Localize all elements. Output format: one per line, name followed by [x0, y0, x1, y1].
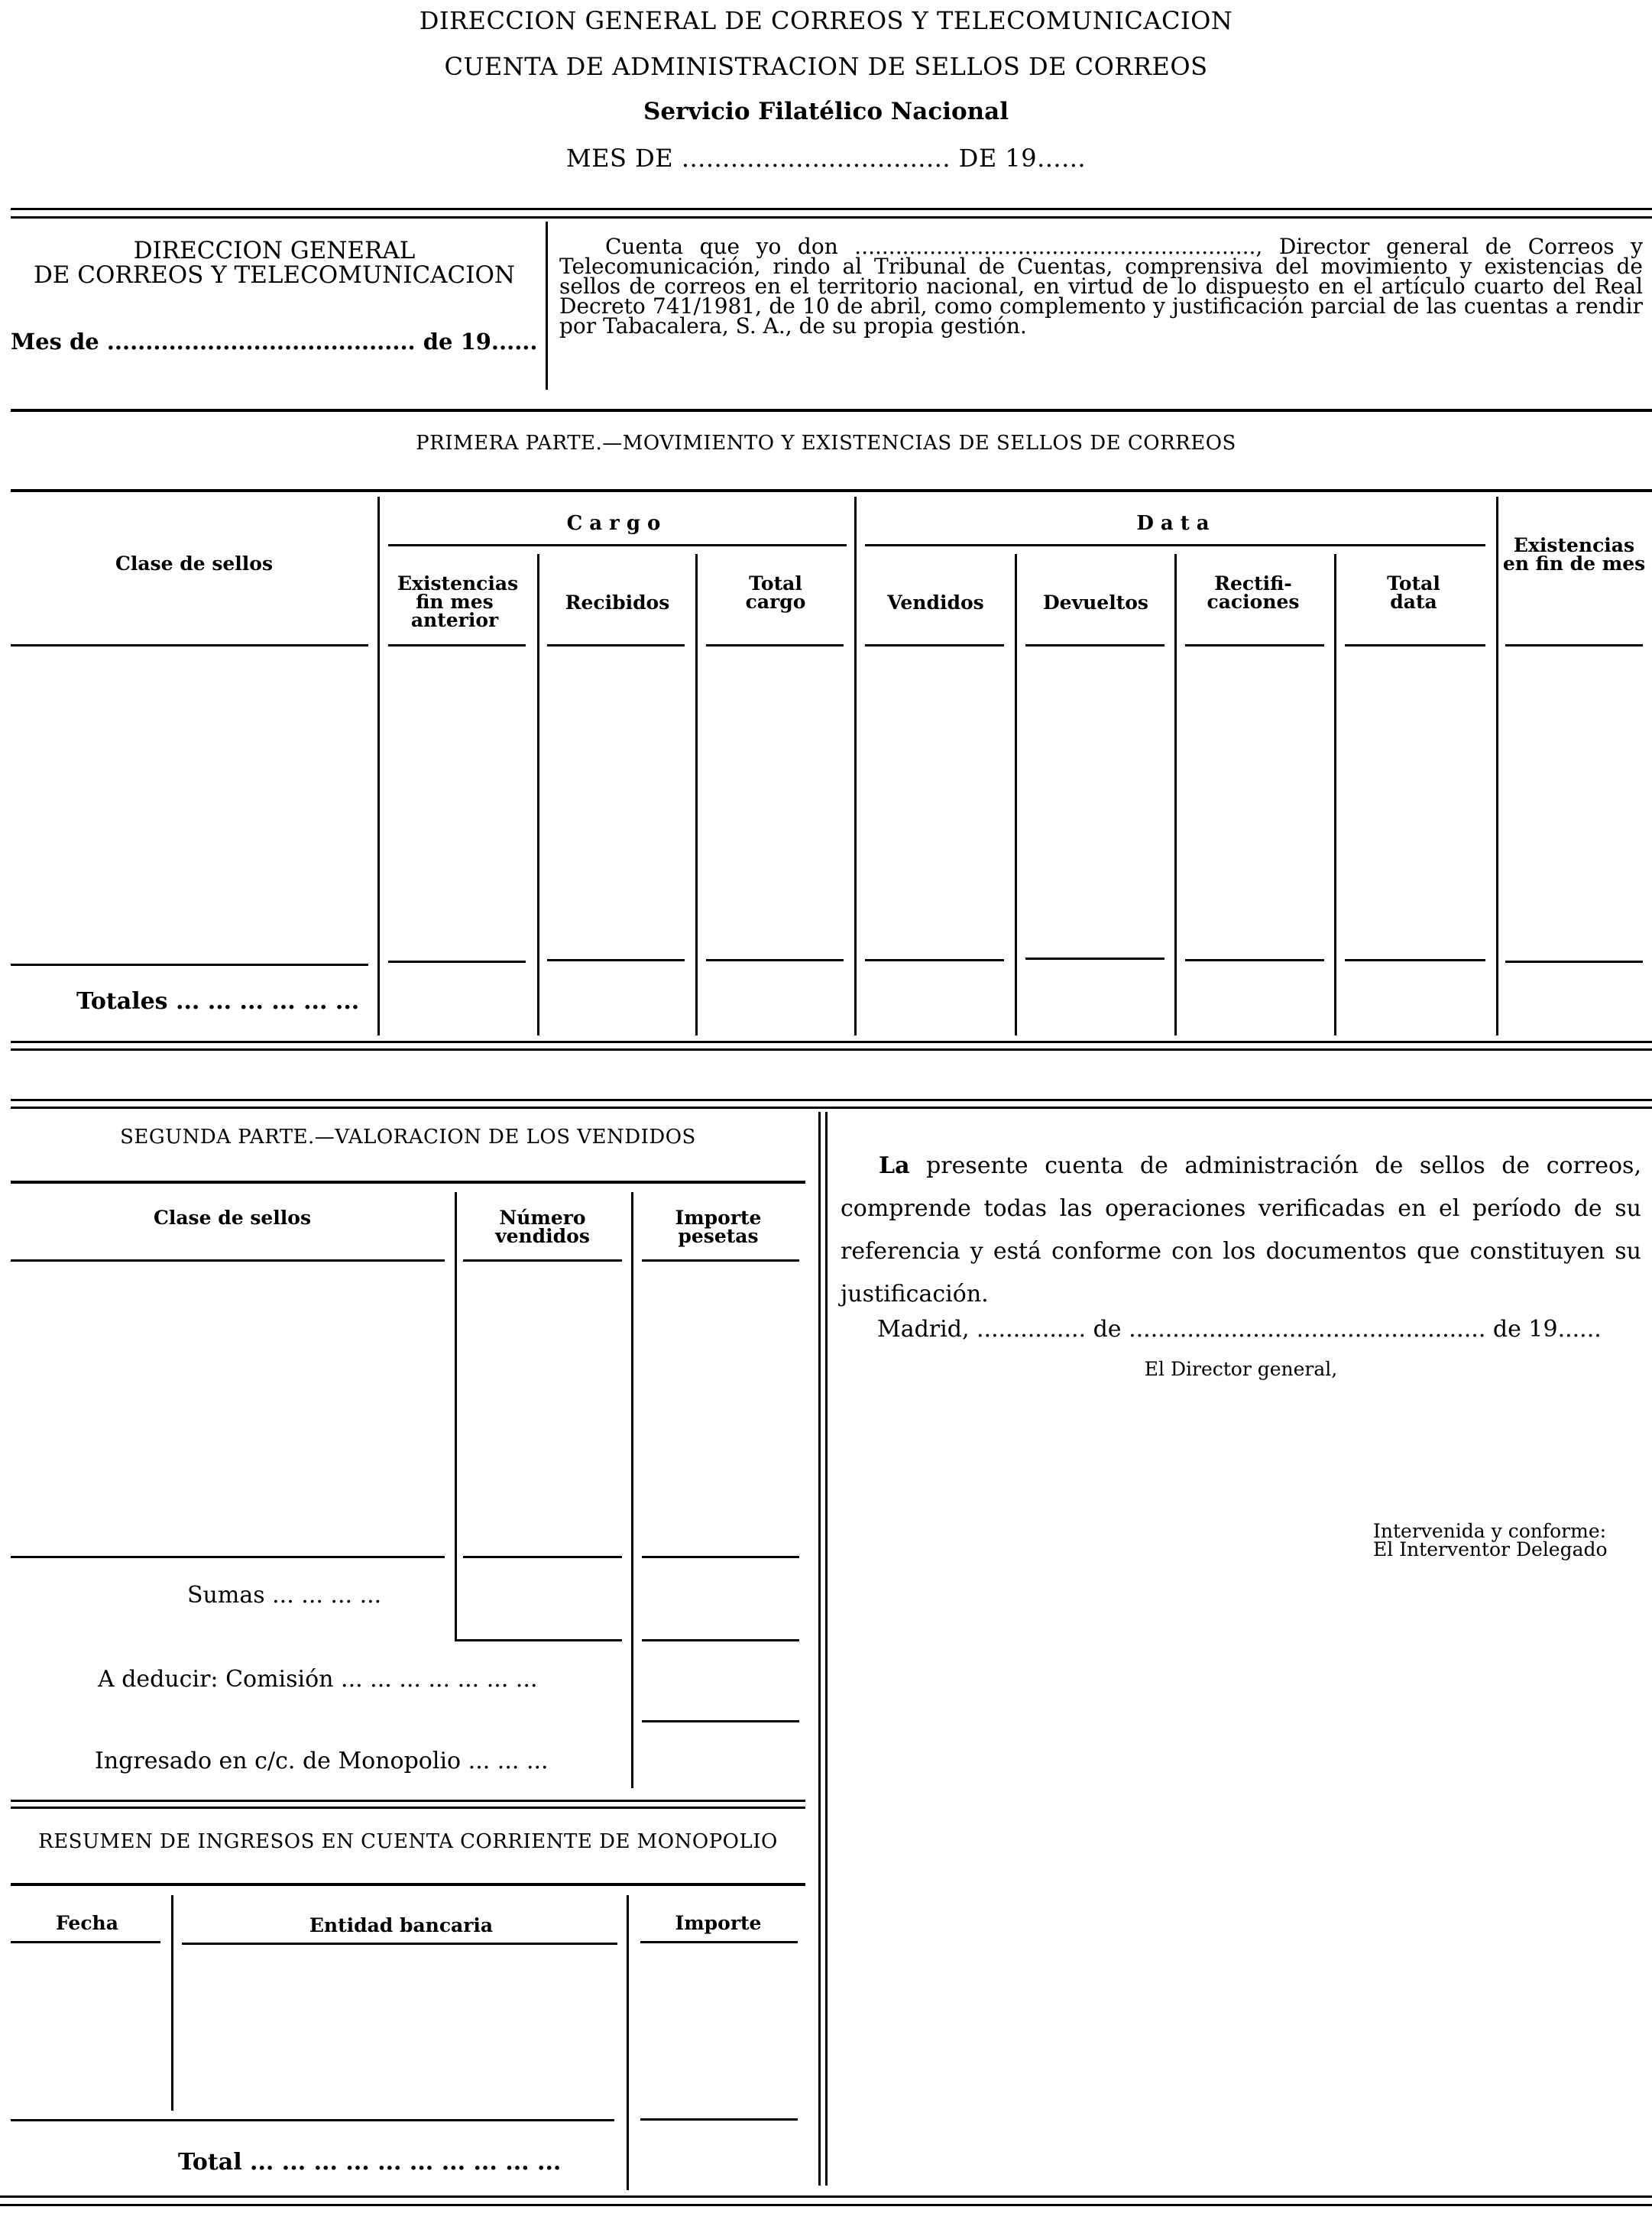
sumas-rule: [463, 1556, 622, 1558]
col-total-cargo: Total cargo: [745, 572, 806, 613]
intro-left-title-2: DE CORREOS Y TELECOMUNICACION: [33, 261, 516, 289]
col-existencias-anterior: Existencias fin mes anterior: [397, 572, 519, 631]
data-group-rule: [865, 544, 1485, 546]
header-rule: [463, 1259, 622, 1262]
col-numero-vendidos: Número vendidos: [495, 1207, 590, 1247]
intro-left-title-1: DIRECCION GENERAL: [133, 237, 416, 264]
header-rule: [1025, 644, 1164, 646]
divider: [0, 2195, 1652, 2198]
col-devueltos: Devueltos: [1043, 591, 1148, 614]
col-entidad-bancaria: Entidad bancaria: [309, 1914, 494, 1936]
header-rule: [1185, 644, 1324, 646]
header-line-2: CUENTA DE ADMINISTRACION DE SELLOS DE CORREOS: [444, 52, 1208, 81]
header-rule: [642, 1259, 799, 1262]
comision-label: A deducir: Comisión ... ... ... ... ... ... ...: [98, 1666, 538, 1693]
intro-vertical-divider: [546, 222, 548, 390]
primera-parte-title: PRIMERA PARTE.—MOVIMIENTO Y EXISTENCIAS DE SELLOS DE CORREOS: [416, 432, 1236, 455]
cargo-group-rule: [388, 544, 847, 546]
primera-parte-entry-area[interactable]: [11, 650, 1643, 959]
segunda-parte-title: SEGUNDA PARTE.—VALORACION DE LOS VENDIDOS: [120, 1126, 696, 1149]
col-rectificaciones: Rectifi- caciones: [1207, 572, 1300, 613]
header-rule: [1345, 644, 1485, 646]
divider: [11, 1099, 1652, 1101]
header-rule: [640, 1941, 798, 1943]
header-month-field[interactable]: MES DE ................................. DE 19......: [565, 144, 1087, 173]
data-group-header: Data: [1136, 512, 1216, 535]
resumen-entry-area[interactable]: [11, 1947, 799, 2111]
totales-label: Totales ... ... ... ... ... ...: [76, 988, 360, 1015]
divider: [11, 1181, 805, 1184]
header-rule: [182, 1943, 617, 1945]
intro-statement: Cuenta que yo don ..........................................................., Director general de Correos y Telecomunicación, rindo al Tribunal de Cuentas, comprensiva del movimiento y existencias de sellos de correos en el territorio nacional, en virtud de lo dispuesto en el artículo cuarto del Real Decreto 741/1981, de 10 de abril, como complemento y justificación parcial de las cuentas a rendir por Tabacalera, S. A., de su propia gestión.: [559, 234, 1643, 339]
header-rule: [1505, 644, 1643, 646]
madrid-date-field[interactable]: Madrid, ............... de ................................................. de 19......: [877, 1316, 1602, 1343]
intervenida-line-1: Intervenida y conforme:: [1373, 1520, 1607, 1542]
totals-rule: [1505, 961, 1643, 963]
total-rule: [640, 2118, 798, 2121]
col-fecha: Fecha: [56, 1912, 118, 1934]
director-general-signature: El Director general,: [1144, 1358, 1338, 1380]
table-top-rule: [11, 489, 1652, 492]
col-importe-pesetas: Importe pesetas: [675, 1207, 762, 1247]
sumas-label: Sumas ... ... ... ...: [187, 1582, 382, 1609]
total-rule: [11, 2119, 614, 2121]
header-rule: [547, 644, 685, 646]
col-vendidos: Vendidos: [887, 591, 984, 614]
col-recibidos: Recibidos: [565, 591, 670, 614]
sumas-bottom-rule: [455, 1639, 622, 1641]
header-rule: [388, 644, 526, 646]
center-divider: [825, 1112, 828, 2186]
header-line-1: DIRECCION GENERAL DE CORREOS Y TELECOMUNICACION: [419, 6, 1233, 35]
divider: [11, 1041, 1652, 1043]
divider: [11, 208, 1652, 210]
totals-rule: [1025, 958, 1164, 960]
segunda-parte-entry-area[interactable]: [11, 1265, 799, 1551]
divider: [11, 1883, 805, 1886]
totals-rule: [1345, 959, 1485, 961]
totals-rule: [1185, 959, 1324, 961]
totals-rule: [547, 959, 685, 961]
col-clase-de-sellos: Clase de sellos: [115, 553, 274, 575]
intro-left-title: [11, 238, 538, 287]
divider: [11, 1107, 1652, 1109]
sumas-rule: [642, 1556, 799, 1558]
resumen-title: RESUMEN DE INGRESOS EN CUENTA CORRIENTE DE MONOPOLIO: [38, 1830, 778, 1853]
totals-rule: [865, 959, 1004, 961]
header-service: Servicio Filatélico Nacional: [643, 98, 1009, 125]
header-rule: [11, 644, 368, 646]
col-total-data: Total data: [1387, 572, 1440, 613]
header-rule: [865, 644, 1004, 646]
col-importe: Importe: [675, 1912, 762, 1934]
divider: [11, 216, 1652, 219]
declaracion-lead: La: [879, 1152, 910, 1179]
divider: [11, 409, 1652, 412]
totals-rule: [388, 961, 526, 963]
cargo-group-header: Cargo: [566, 512, 668, 535]
declaracion-text: [841, 1145, 1641, 1316]
totals-rule: [11, 964, 368, 966]
ingresado-rule: [642, 1720, 799, 1722]
divider: [11, 1800, 805, 1802]
col-clase-de-sellos: Clase de sellos: [153, 1207, 312, 1229]
ingresado-label: Ingresado en c/c. de Monopolio ... ... ...: [95, 1748, 549, 1774]
sumas-rule: [11, 1556, 445, 1558]
header-rule: [11, 1941, 160, 1943]
comision-rule: [642, 1639, 799, 1641]
total-label: Total ... ... ... ... ... ... ... ... ... ...: [178, 2149, 562, 2176]
intervenida-line-2: El Interventor Delegado: [1373, 1538, 1608, 1560]
divider: [11, 1048, 1652, 1051]
col-existencias-fin: Existencias en fin de mes: [1502, 534, 1646, 575]
declaracion-body: presente cuenta de administración de sellos de correos, comprende todas las operaciones verificadas en el período de su referencia y está conforme con los documentos que constituyen su justificación.: [841, 1152, 1641, 1308]
header-rule: [11, 1259, 445, 1262]
divider: [0, 2204, 1652, 2206]
center-divider: [818, 1112, 821, 2186]
divider: [11, 1807, 805, 1809]
intro-mes-field[interactable]: Mes de ........................................ de 19......: [11, 329, 538, 355]
header-rule: [706, 644, 844, 646]
totals-rule: [706, 959, 844, 961]
